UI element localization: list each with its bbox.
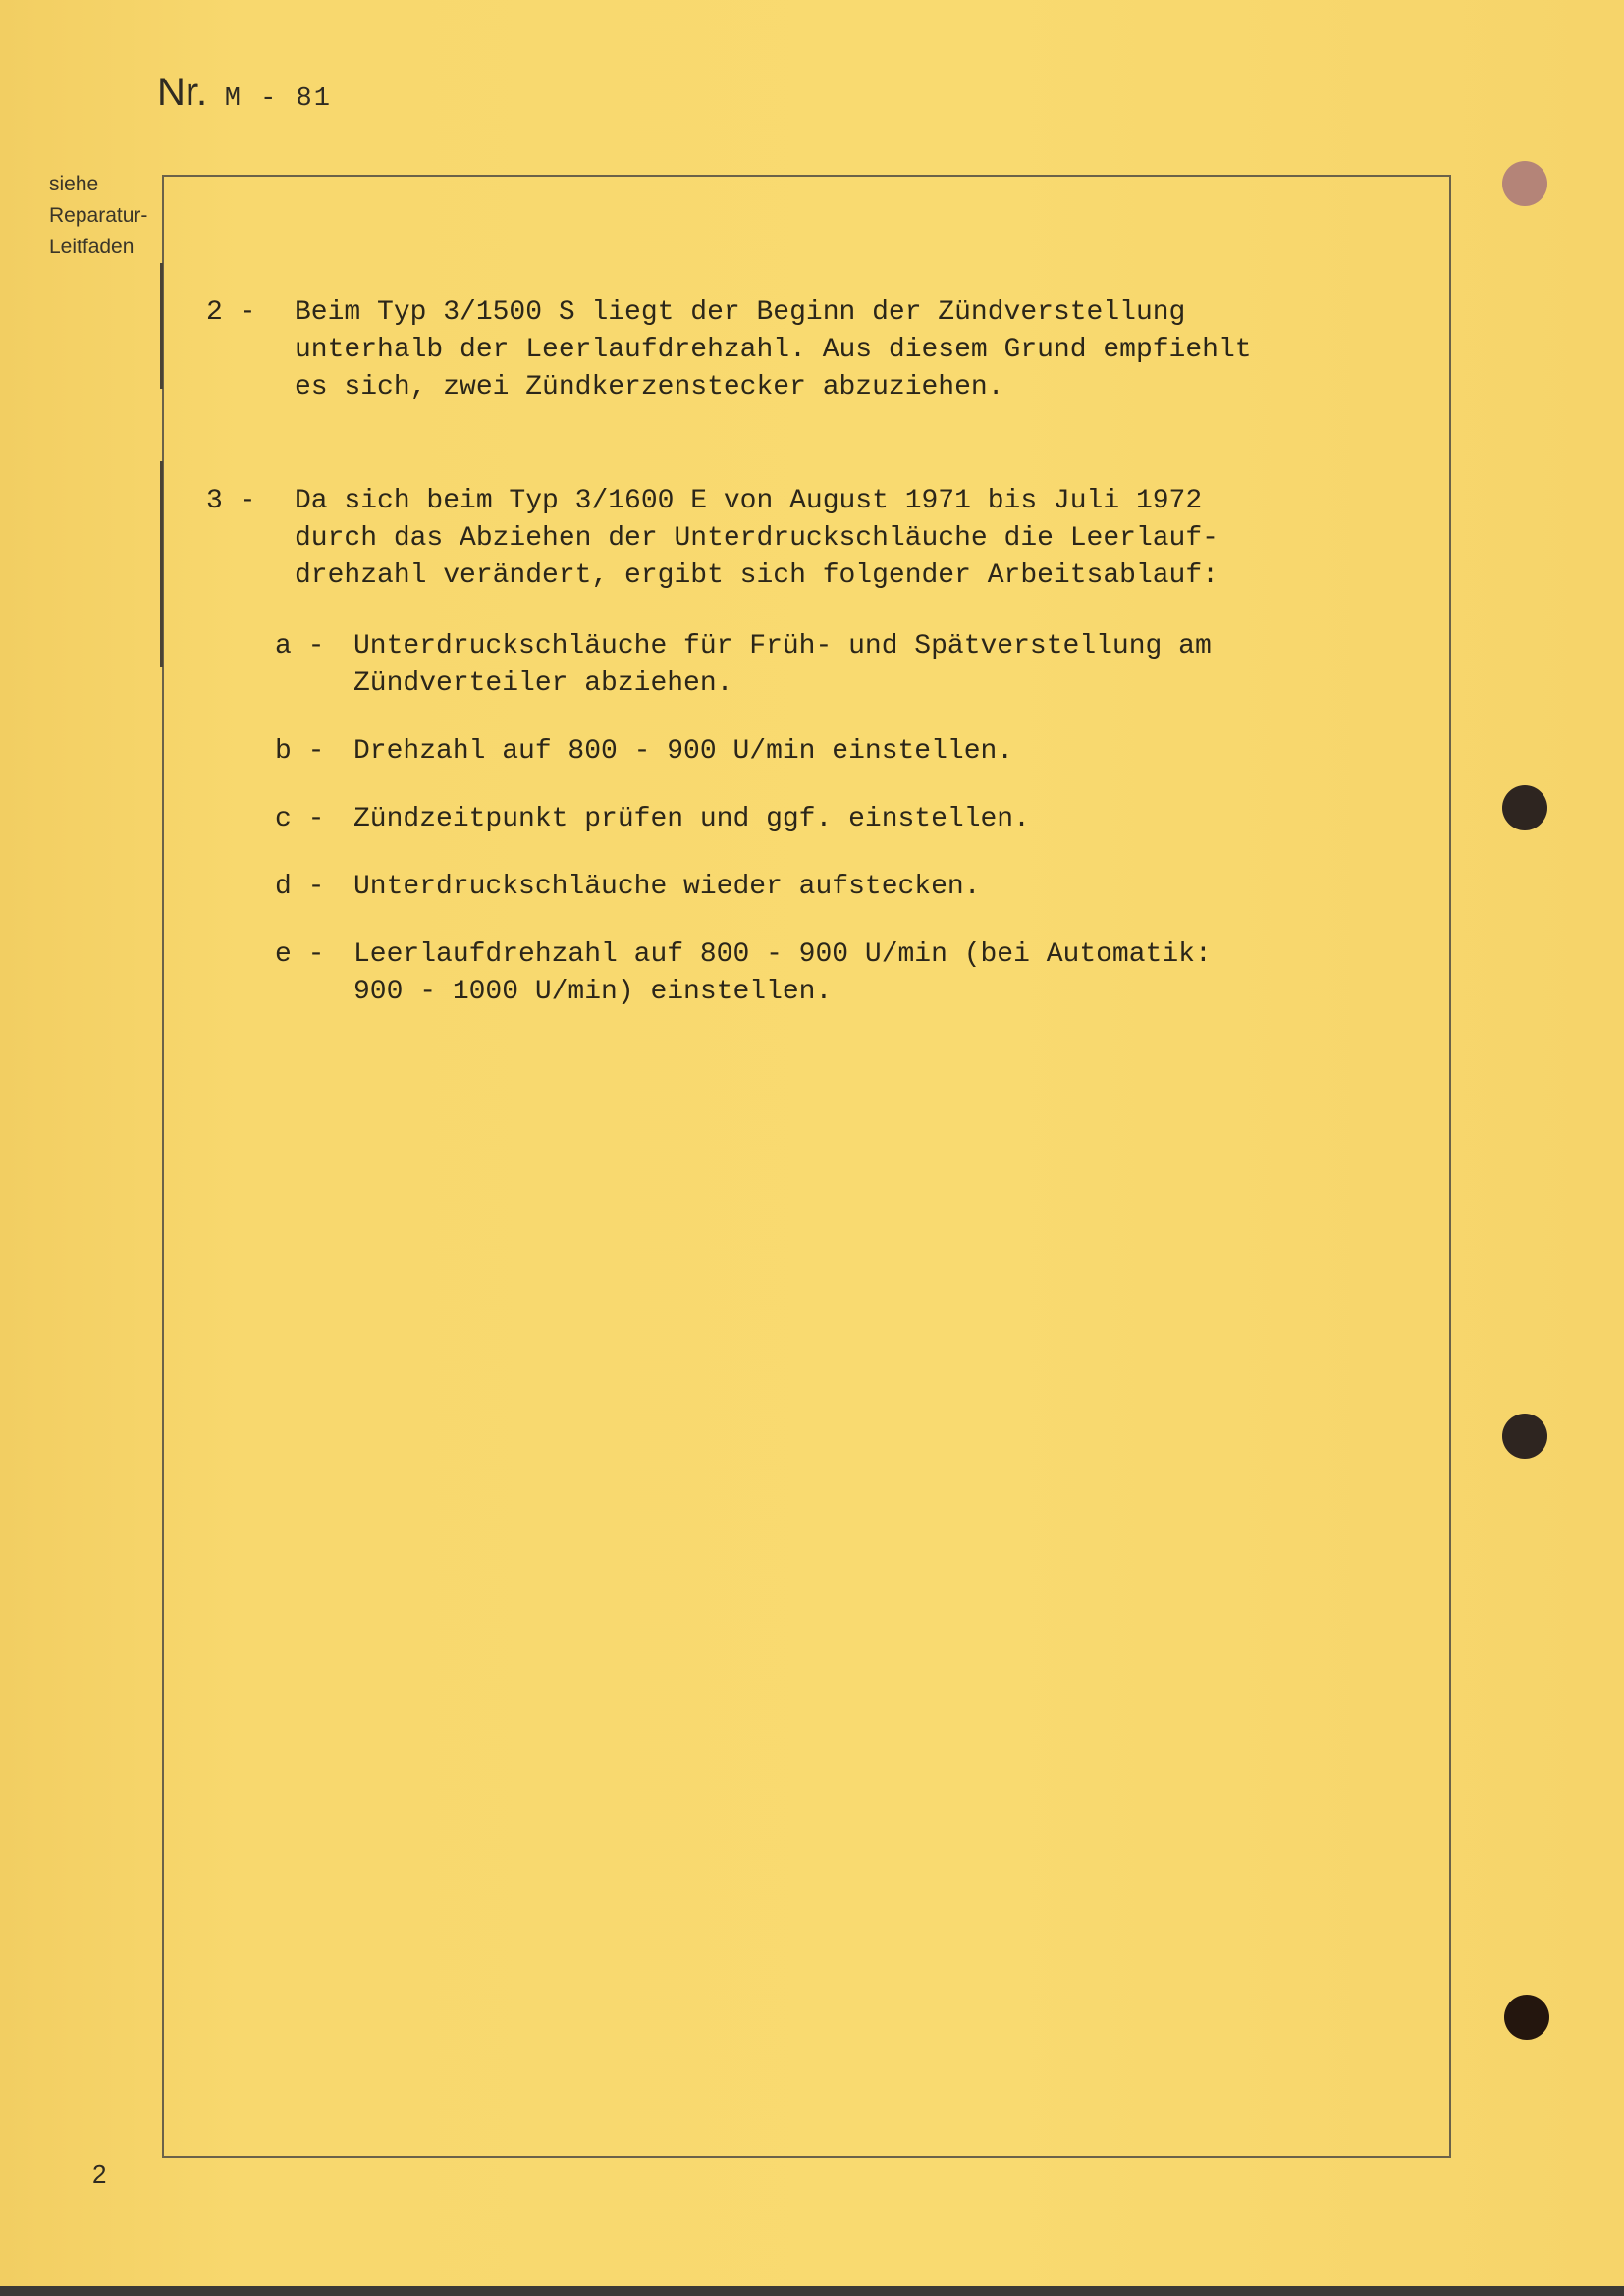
procedure-step-d — [275, 869, 1365, 906]
procedure-step-e — [275, 936, 1365, 1011]
document-number-value: M - 81 — [224, 84, 332, 114]
margin-note-line: Reparatur- — [49, 204, 148, 227]
item-text: Beim Typ 3/1500 S liegt der Beginn der Zündverstellung unterhalb der Leerlaufdrehzahl. Aus diesem Grund empfiehlt es sich, zwei Zündkerzenstecker abzuziehen. — [295, 297, 1252, 402]
procedure-step-a — [275, 628, 1365, 703]
step-marker: e - — [275, 939, 325, 970]
step-text: Drehzahl auf 800 - 900 U/min einstellen. — [353, 736, 1014, 767]
instruction-item-2 — [206, 294, 1365, 406]
item-marker: 3 - — [206, 486, 256, 516]
instruction-body — [206, 294, 1365, 1041]
document-number — [157, 71, 332, 115]
item-marker: 2 - — [206, 297, 256, 328]
punch-hole — [1502, 161, 1547, 206]
punch-hole — [1502, 785, 1547, 830]
page-bottom-edge — [0, 2286, 1624, 2296]
document-number-label: Nr. — [157, 71, 208, 114]
revision-bar — [160, 461, 163, 667]
step-marker: d - — [275, 872, 325, 902]
item-text: Da sich beim Typ 3/1600 E von August 1971 bis Juli 1972 durch das Abziehen der Unterdruckschläuche die Leerlauf- drehzahl verändert, ergibt sich folgender Arbeitsablauf: — [295, 486, 1218, 591]
revision-bar — [160, 263, 163, 389]
margin-note-line: siehe — [49, 173, 99, 195]
page-number: 2 — [92, 2160, 107, 2189]
procedure-step-c — [275, 801, 1365, 838]
step-marker: c - — [275, 804, 325, 834]
punch-hole — [1502, 1414, 1547, 1459]
procedure-steps — [275, 628, 1365, 1011]
punch-hole — [1504, 1995, 1549, 2040]
margin-note-line: Leitfaden — [49, 236, 135, 258]
step-text: Unterdruckschläuche wieder aufstecken. — [353, 872, 981, 902]
step-text: Zündzeitpunkt prüfen und ggf. einstellen. — [353, 804, 1030, 834]
margin-reference-note — [49, 169, 147, 263]
procedure-step-b — [275, 733, 1365, 771]
step-text: Unterdruckschläuche für Früh- und Spätverstellung am Zündverteiler abziehen. — [353, 631, 1212, 699]
step-marker: b - — [275, 736, 325, 767]
step-text: Leerlaufdrehzahl auf 800 - 900 U/min (bei Automatik: 900 - 1000 U/min) einstellen. — [353, 939, 1212, 1007]
instruction-item-3 — [206, 483, 1365, 595]
step-marker: a - — [275, 631, 325, 662]
